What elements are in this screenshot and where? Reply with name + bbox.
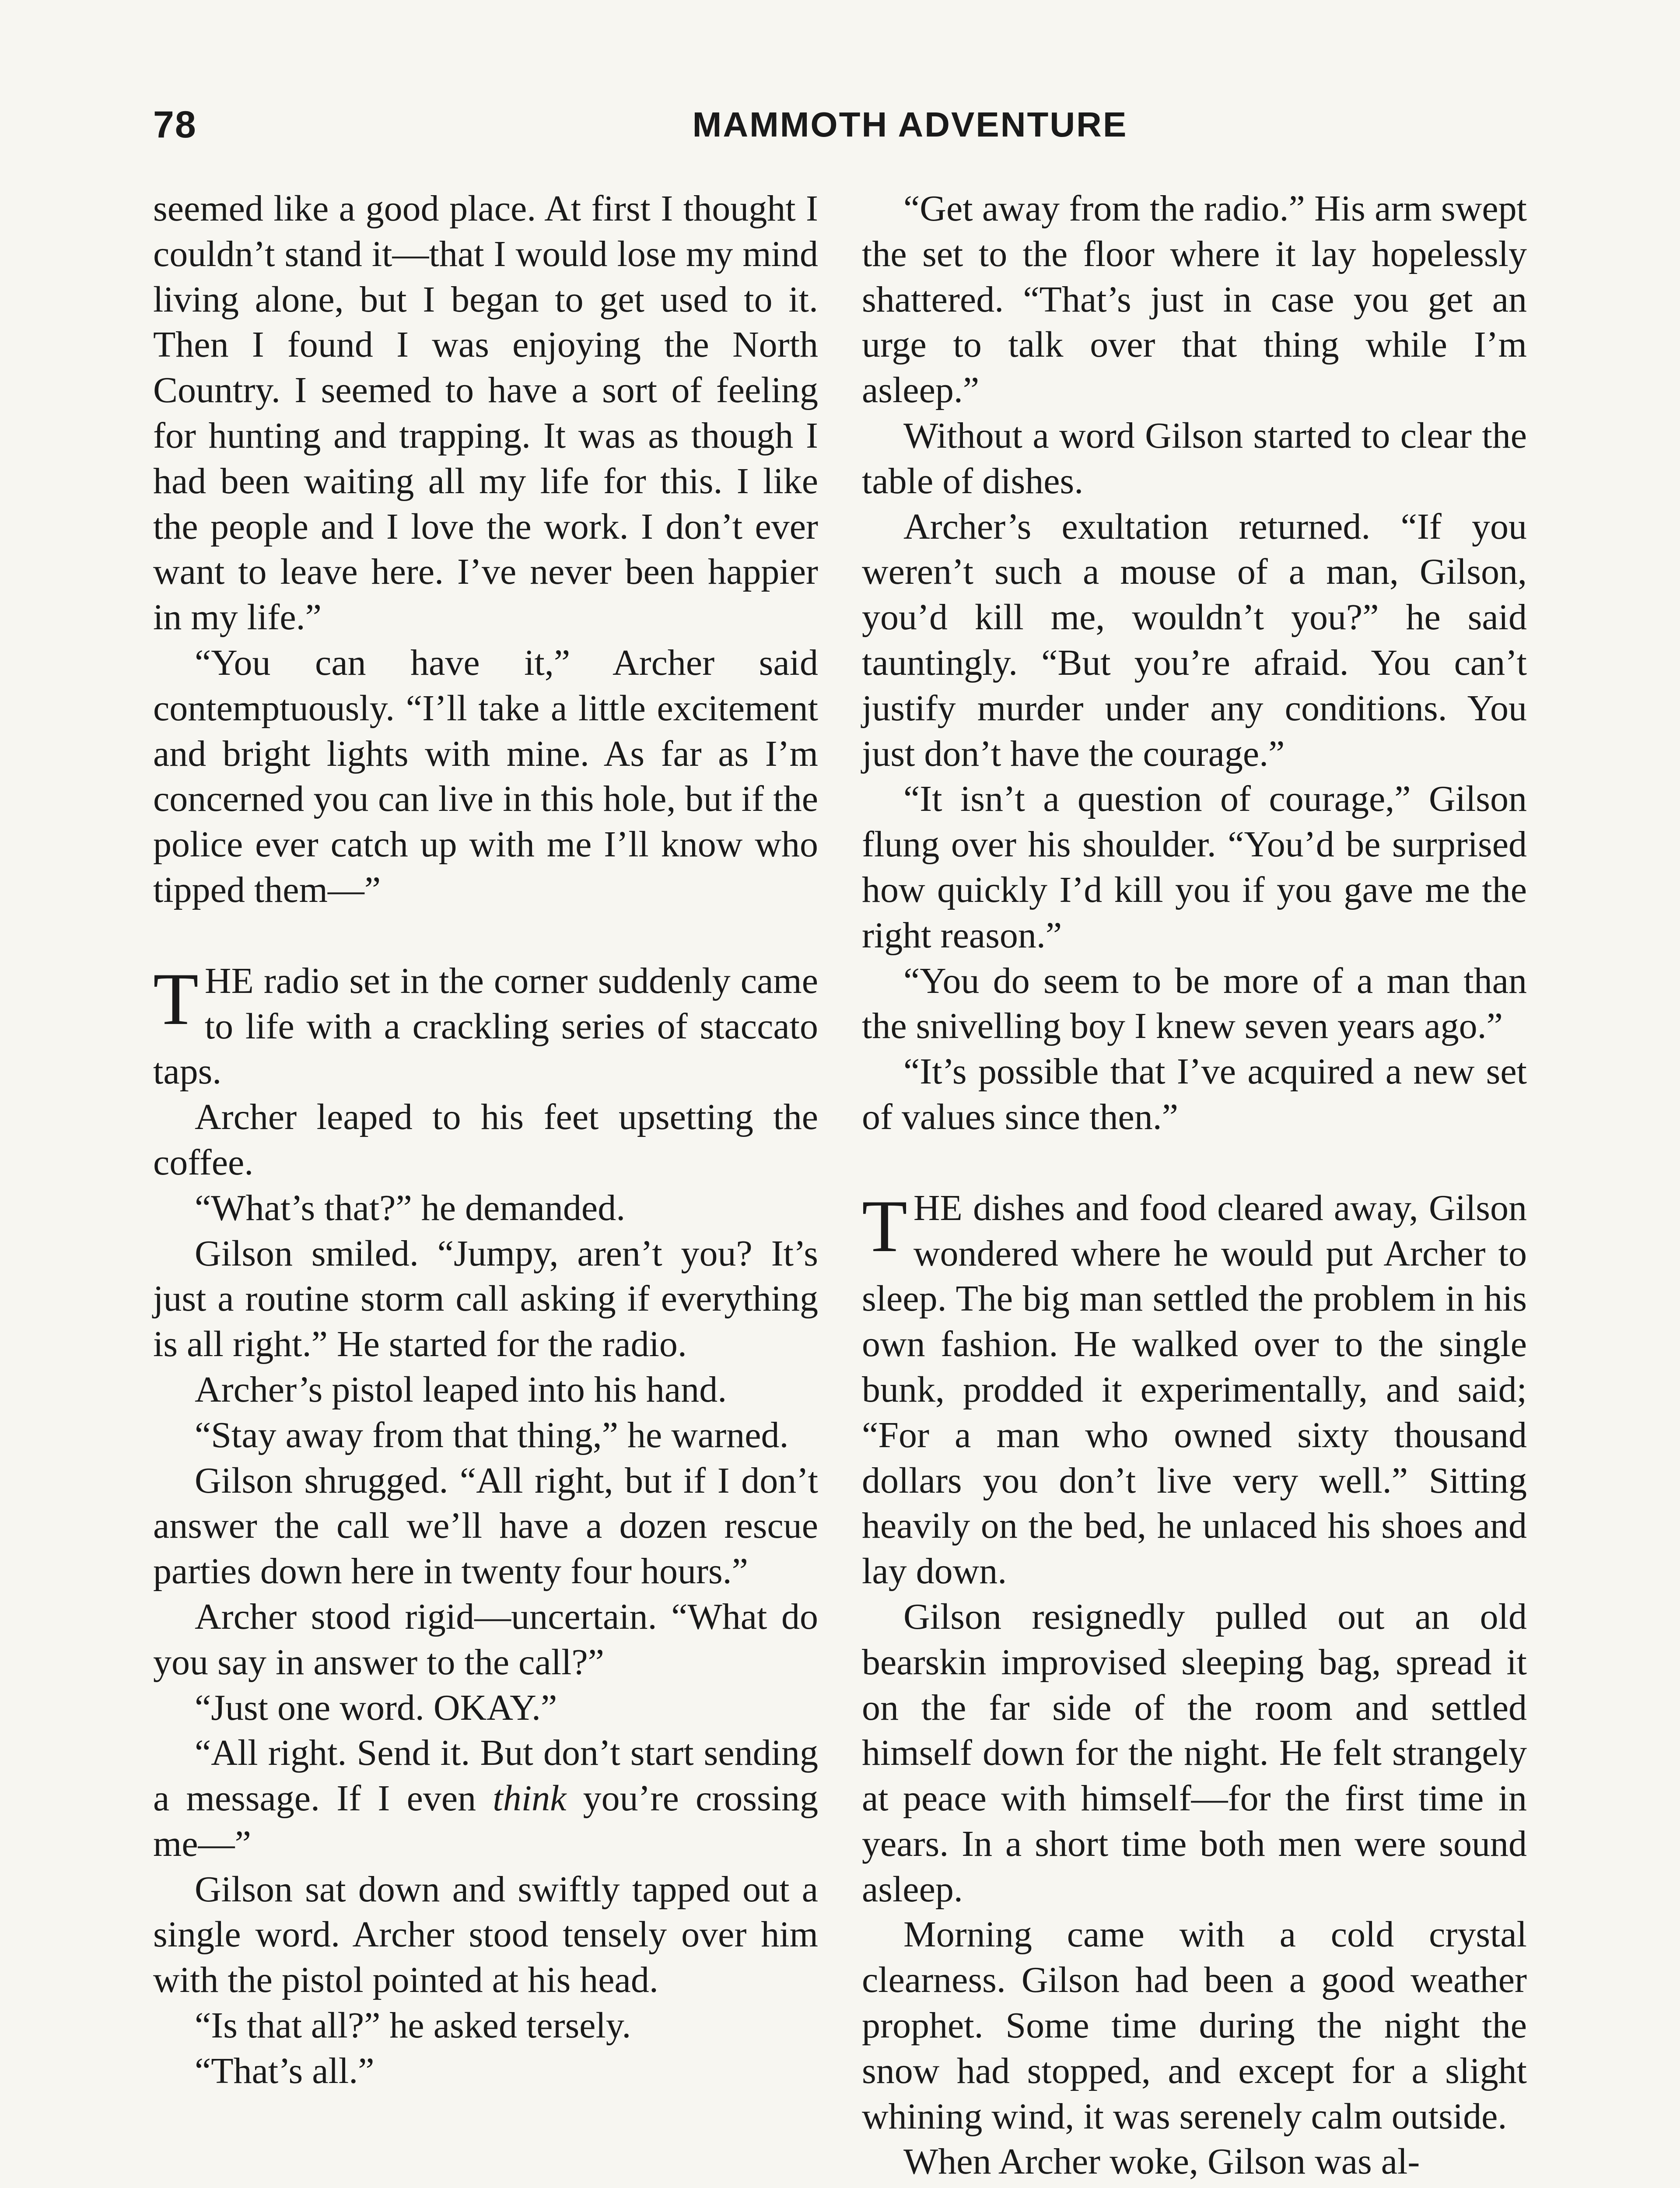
paragraph: “You do seem to be more of a man than the snivelling boy I knew seven years ago.” [862, 960, 1527, 1047]
section-start-paragraph [153, 958, 818, 1094]
paragraph-text: HE radio set in the corner suddenly came to life with a crackling series of staccato taps. [153, 960, 818, 1092]
section-start-paragraph [862, 1185, 1527, 1594]
page-header [153, 101, 1527, 153]
left-column [153, 186, 818, 2094]
paragraph: Archer’s exultation returned. “If you weren’t such a mouse of a man, Gilson, you’d kill me, wouldn’t you?” he said tauntingly. “But you’re afraid. You can’t justify murder under any conditions. You just don’t have the courage.” [862, 506, 1527, 774]
paragraph: “It isn’t a question of courage,” Gilson flung over his shoulder. “You’d be surprised how quickly I’d kill you if you gave me the right reason.” [862, 778, 1527, 956]
running-head: MAMMOTH ADVENTURE [692, 105, 1128, 144]
paragraph: “That’s all.” [195, 2050, 374, 2091]
drop-cap: T [862, 1185, 907, 1267]
drop-cap: T [153, 957, 199, 1040]
paragraph: “What’s that?” he demanded. [195, 1187, 626, 1228]
paragraph: Gilson shrugged. “All right, but if I don’t answer the call we’ll have a dozen rescue parties down here in twenty four hours.” [153, 1460, 818, 1592]
paragraph: Archer’s pistol leaped into his hand. [195, 1369, 727, 1410]
paragraph: Archer stood rigid—uncertain. “What do you say in answer to the call?” [153, 1596, 818, 1683]
paragraph: Morning came with a cold crystal clearness. Gilson had been a good weather prophet. Some time during the night the snow had stopped, and except for a slight whining wind, it was serenely calm outside. [862, 1914, 1527, 2137]
paragraph: “Is that all?” he asked tersely. [195, 2005, 631, 2046]
paragraph-text: “All right. Send it. But don’t start sending a message. If I even [153, 1732, 818, 1819]
paragraph: Gilson sat down and swiftly tapped out a single word. Archer stood tensely over him with the pistol pointed at his head. [153, 1869, 818, 2001]
paragraph: “Get away from the radio.” His arm swept the set to the floor where it lay hopelessly shattered. “That’s just in case you get an urge to talk over that thing while I’m asleep.” [862, 188, 1527, 411]
paragraph: When Archer woke, Gilson was al- [903, 2141, 1420, 2182]
emphasis-text: think [493, 1778, 567, 1819]
paragraph: “You can have it,” Archer said contemptuously. “I’ll take a little excitement and bright lights with mine. As far as I’m concerned you can live in this hole, but if the police ever catch up with me I’ll know who tipped them—” [153, 642, 818, 910]
paragraph: Gilson resignedly pulled out an old bearskin improvised sleeping bag, spread it on the far side of the room and settled himself down for the night. He felt strangely at peace with himself—for the first time in years. In a short time both men were sound asleep. [862, 1596, 1527, 1910]
page-number: 78 [153, 104, 197, 146]
paragraph: Without a word Gilson started to clear the table of dishes. [862, 415, 1527, 501]
paragraph: “It’s possible that I’ve acquired a new set of values since then.” [862, 1051, 1527, 1137]
right-column [862, 186, 1527, 2184]
paragraph: “Stay away from that thing,” he warned. [195, 1414, 789, 1455]
paragraph: Gilson smiled. “Jumpy, aren’t you? It’s just a routine storm call asking if everything is all right.” He started for the radio. [153, 1233, 818, 1365]
paragraph: seemed like a good place. At first I thought I couldn’t stand it—that I would lose my mind living alone, but I began to get used to it. Then I found I was enjoying the North Country. I seemed to have a sort of feeling for hunting and trapping. It was as though I had been waiting all my life for this. I like the people and I love the work. I don’t ever want to leave here. I’ve never been happier in my life.” [153, 188, 818, 638]
paragraph-text: you’re crossing me—” [153, 1778, 819, 1864]
paragraph-text: HE dishes and food cleared away, Gilson wondered where he would put Archer to sleep. The big man settled the problem in his own fashion. He walked over to the single bunk, prodded it experimentally, and said; “For a man who owned sixty thousand dollars you don’t live very well.” Sitting heavily on the bed, he unlaced his shoes and lay down. [862, 1187, 1527, 1592]
paragraph: Archer leaped to his feet upsetting the coffee. [153, 1097, 818, 1183]
paragraph: “Just one word. OKAY.” [195, 1687, 557, 1728]
paragraph [153, 1730, 818, 1866]
